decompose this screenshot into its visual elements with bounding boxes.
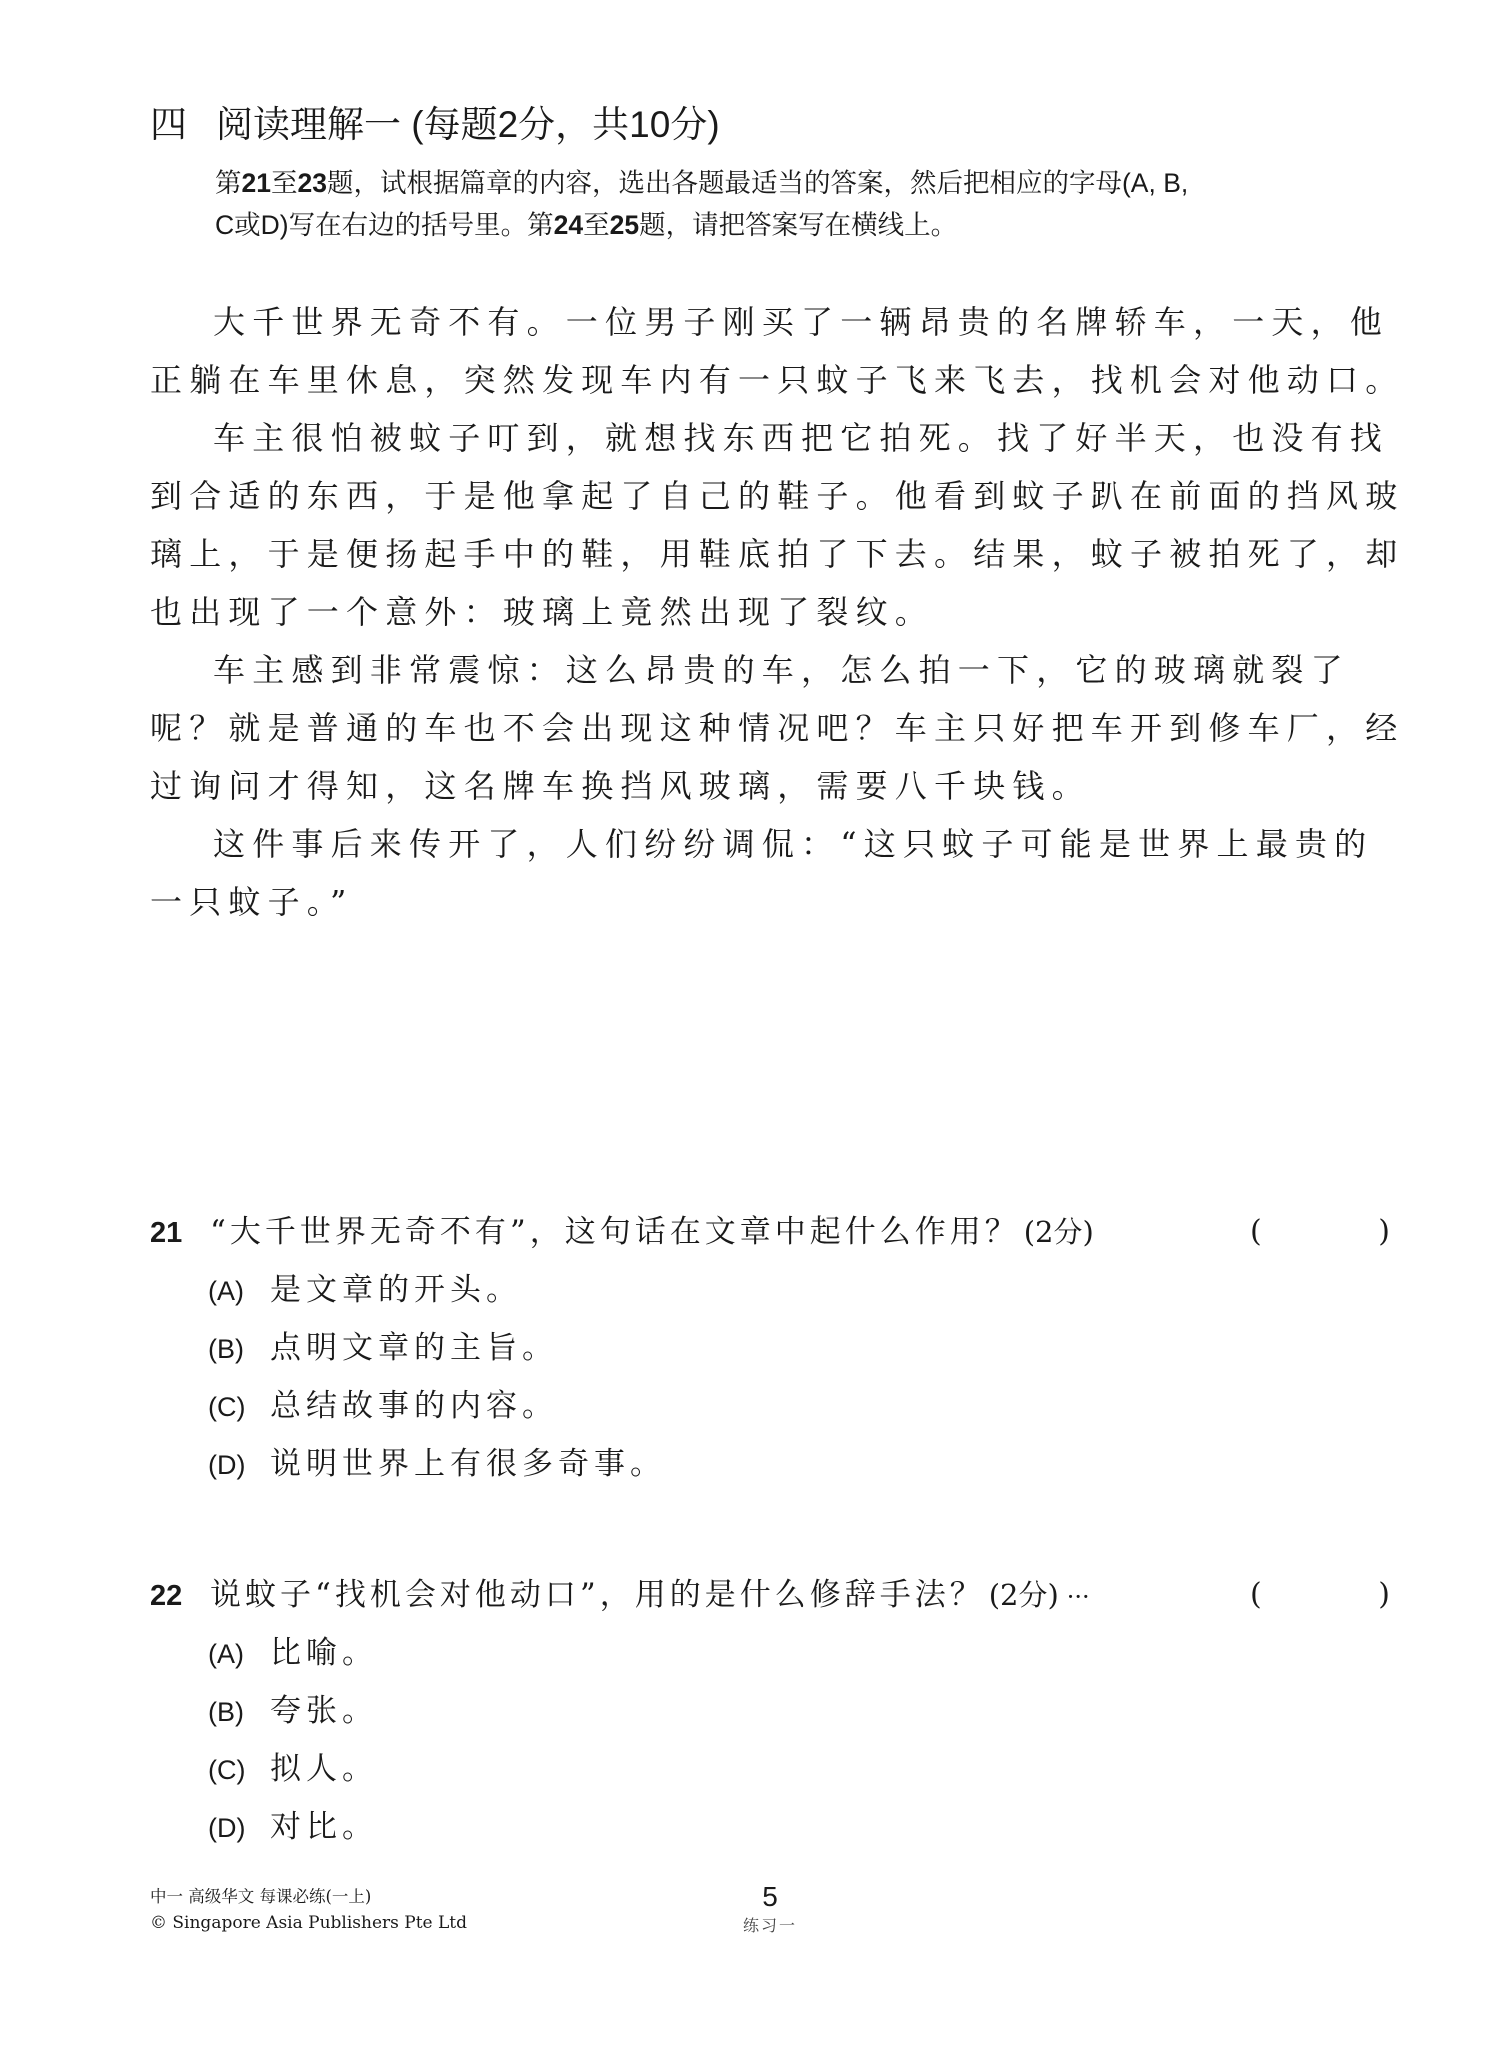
exercise-label: 练习一 [742, 1916, 797, 1935]
page-number: 5 [762, 1881, 778, 1912]
instructions [215, 162, 1385, 246]
question-number: 21 [150, 1217, 183, 1249]
option-d: (D) 对比。 [208, 1809, 378, 1845]
question-stem: 21 “大千世界无奇不有”，这句话在文章中起什么作用？ (2分) ( ) [150, 1203, 1390, 1261]
passage-line: 到合适的东西，于是他拿起了自己的鞋子。他看到蚊子趴在前面的挡风玻 [150, 477, 1405, 515]
option-d: (D) 说明世界上有很多奇事。 [208, 1446, 666, 1482]
option-b: (B) 点明文章的主旨。 [208, 1330, 558, 1366]
question-22 [150, 1566, 1390, 1856]
passage-line: 呢？就是普通的车也不会出现这种情况吧？车主只好把车开到修车厂，经 [150, 709, 1405, 747]
footer-publisher-info [150, 1884, 467, 1936]
passage-line: 也出现了一个意外：玻璃上竟然出现了裂纹。 [150, 593, 935, 631]
instructions-line-1: 第21至23题，试根据篇章的内容，选出各题最适当的答案，然后把相应的字母(A, B, [215, 168, 1189, 198]
passage-line: 过询问才得知，这名牌车换挡风玻璃，需要八千块钱。 [150, 767, 1091, 805]
copyright: © Singapore Asia Publishers Pte Ltd [150, 1913, 468, 1933]
question-score: (2分) [988, 1578, 1059, 1612]
section-header [150, 100, 720, 150]
passage-line: 璃上，于是便扬起手中的鞋，用鞋底拍了下去。结果，蚊子被拍死了，却 [150, 535, 1405, 573]
passage-line: 正躺在车里休息，突然发现车内有一只蚊子飞来飞去，找机会对他动口。 [150, 361, 1405, 399]
question-21 [150, 1203, 1390, 1493]
question-text: 说蚊子“找机会对他动口”，用的是什么修辞手法？ [210, 1577, 985, 1613]
option-a: (A) 是文章的开头。 [208, 1272, 522, 1308]
option-c: (C) 拟人。 [208, 1751, 378, 1787]
instructions-line-2: C或D)写在右边的括号里。第24至25题，请把答案写在横线上。 [215, 210, 958, 240]
reading-passage [150, 293, 1405, 931]
question-score: (2分) [1023, 1215, 1094, 1249]
question-number: 22 [150, 1580, 183, 1612]
question-stem: 22 说蚊子“找机会对他动口”，用的是什么修辞手法？ (2分) ··· ( ) [150, 1566, 1390, 1624]
section-title: 阅读理解一 (每题2分，共10分) [216, 104, 720, 145]
passage-line: 车主很怕被蚊子叮到，就想找东西把它拍死。找了好半天，也没有找 [213, 419, 1390, 457]
options-list [208, 1261, 1390, 1493]
leader-dots: ··· [1066, 1583, 1090, 1611]
options-list [208, 1624, 1390, 1856]
option-b: (B) 夸张。 [208, 1693, 378, 1729]
passage-line: 这件事后来传开了，人们纷纷调侃：“这只蚊子可能是世界上最贵的 [213, 825, 1374, 863]
book-title: 中一 高级华文 每课必练(一上) [150, 1887, 372, 1906]
page-footer [720, 1880, 820, 1938]
option-a: (A) 比喻。 [208, 1635, 378, 1671]
option-c: (C) 总结故事的内容。 [208, 1388, 558, 1424]
passage-line: 一只蚊子。” [150, 883, 354, 921]
passage-line: 大千世界无奇不有。一位男子刚买了一辆昂贵的名牌轿车，一天，他 [213, 303, 1390, 341]
passage-line: 车主感到非常震惊：这么昂贵的车，怎么拍一下，它的玻璃就裂了 [213, 651, 1350, 689]
section-number: 四 [150, 104, 187, 145]
question-text: “大千世界无奇不有”，这句话在文章中起什么作用？ [210, 1214, 1020, 1250]
